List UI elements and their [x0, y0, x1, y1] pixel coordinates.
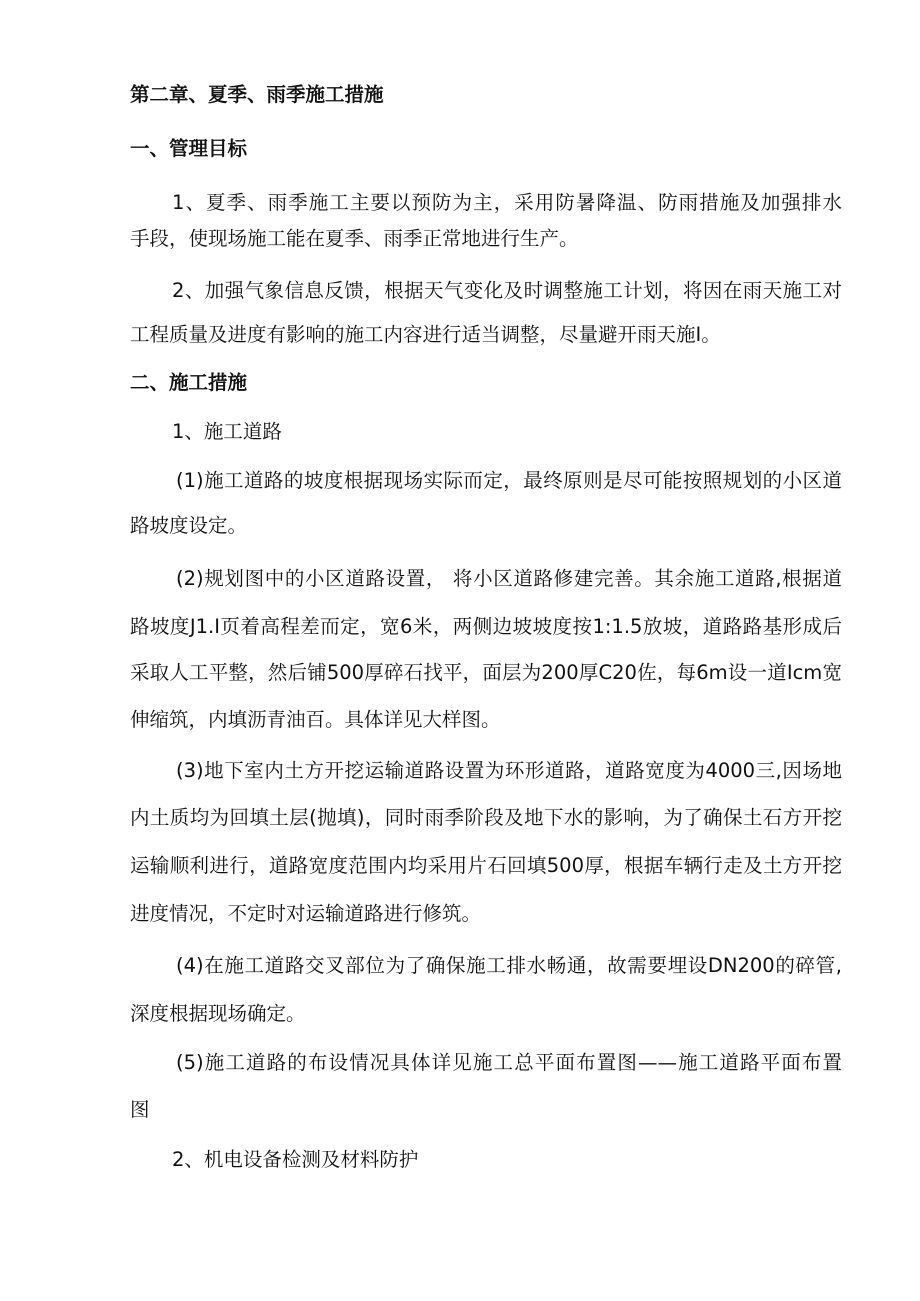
- paragraph-line: (2)规划图中的小区道路设置， 将小区道路修建完善。其余施工道路,根据道: [176, 567, 842, 590]
- chapter-title: 第二章、夏季、雨季施工措施: [130, 83, 384, 106]
- paragraph-line: 运输顺利进行，道路宽度范围内均采用片石回填500厚，根据车辆行走及土方开挖: [130, 854, 842, 877]
- paragraph-line: 图: [130, 1098, 150, 1121]
- paragraph-line: 深度根据现场确定。: [130, 1002, 306, 1025]
- paragraph-line: 工程质量及进度有影响的施工内容进行适当调整，尽量避开雨天施I。: [130, 323, 721, 346]
- paragraph-line: (4)在施工道路交叉部位为了确保施工排水畅通，故需要埋设DN200的碎管,: [176, 954, 842, 977]
- section-heading-construction-measures: 二、施工措施: [130, 371, 248, 394]
- paragraph-line: (3)地下室内土方开挖运输道路设置为环形道路，道路宽度为4000三,因场地: [176, 759, 842, 782]
- paragraph-line: 采取人工平整，然后铺500厚碎石找平，面层为200厚C20佐，每6m设一道Icm宽: [130, 661, 842, 684]
- subsection-heading-equipment-inspection: 2、机电设备检测及材料防护: [172, 1148, 419, 1171]
- subsection-heading-construction-roads: 1、施工道路: [172, 420, 282, 443]
- section-heading-management-goals: 一、管理目标: [130, 137, 248, 160]
- paragraph-line: 路坡度J1.I页着高程差而定，宽6米，两侧边坡坡度按1:1.5放坡，道路路基形成后: [130, 615, 842, 638]
- paragraph-line: 手段，使现场施工能在夏季、雨季正常地进行生产。: [130, 227, 579, 250]
- paragraph-line: 伸缩筑，内填沥青油百。具体详见大样图。: [130, 708, 501, 731]
- paragraph-line: 路坡度设定。: [130, 514, 248, 537]
- paragraph-line: 内土质均为回填土层(抛填)，同时雨季阶段及地下水的影响，为了确保土石方开挖: [130, 806, 842, 829]
- paragraph-line: 2、加强气象信息反馈，根据天气变化及时调整施工计划，将因在雨天施工对: [172, 279, 842, 302]
- paragraph-line: (5)施工道路的布设情况具体详见施工总平面布置图——施工道路平面布置: [176, 1051, 842, 1074]
- paragraph-line: 进度情况，不定时对运输道路进行修筑。: [130, 902, 482, 925]
- paragraph-line: 1、夏季、雨季施工主要以预防为主，采用防暑降温、防雨措施及加强排水: [172, 191, 842, 214]
- paragraph-line: (1)施工道路的坡度根据现场实际而定，最终原则是尽可能按照规划的小区道: [176, 469, 842, 492]
